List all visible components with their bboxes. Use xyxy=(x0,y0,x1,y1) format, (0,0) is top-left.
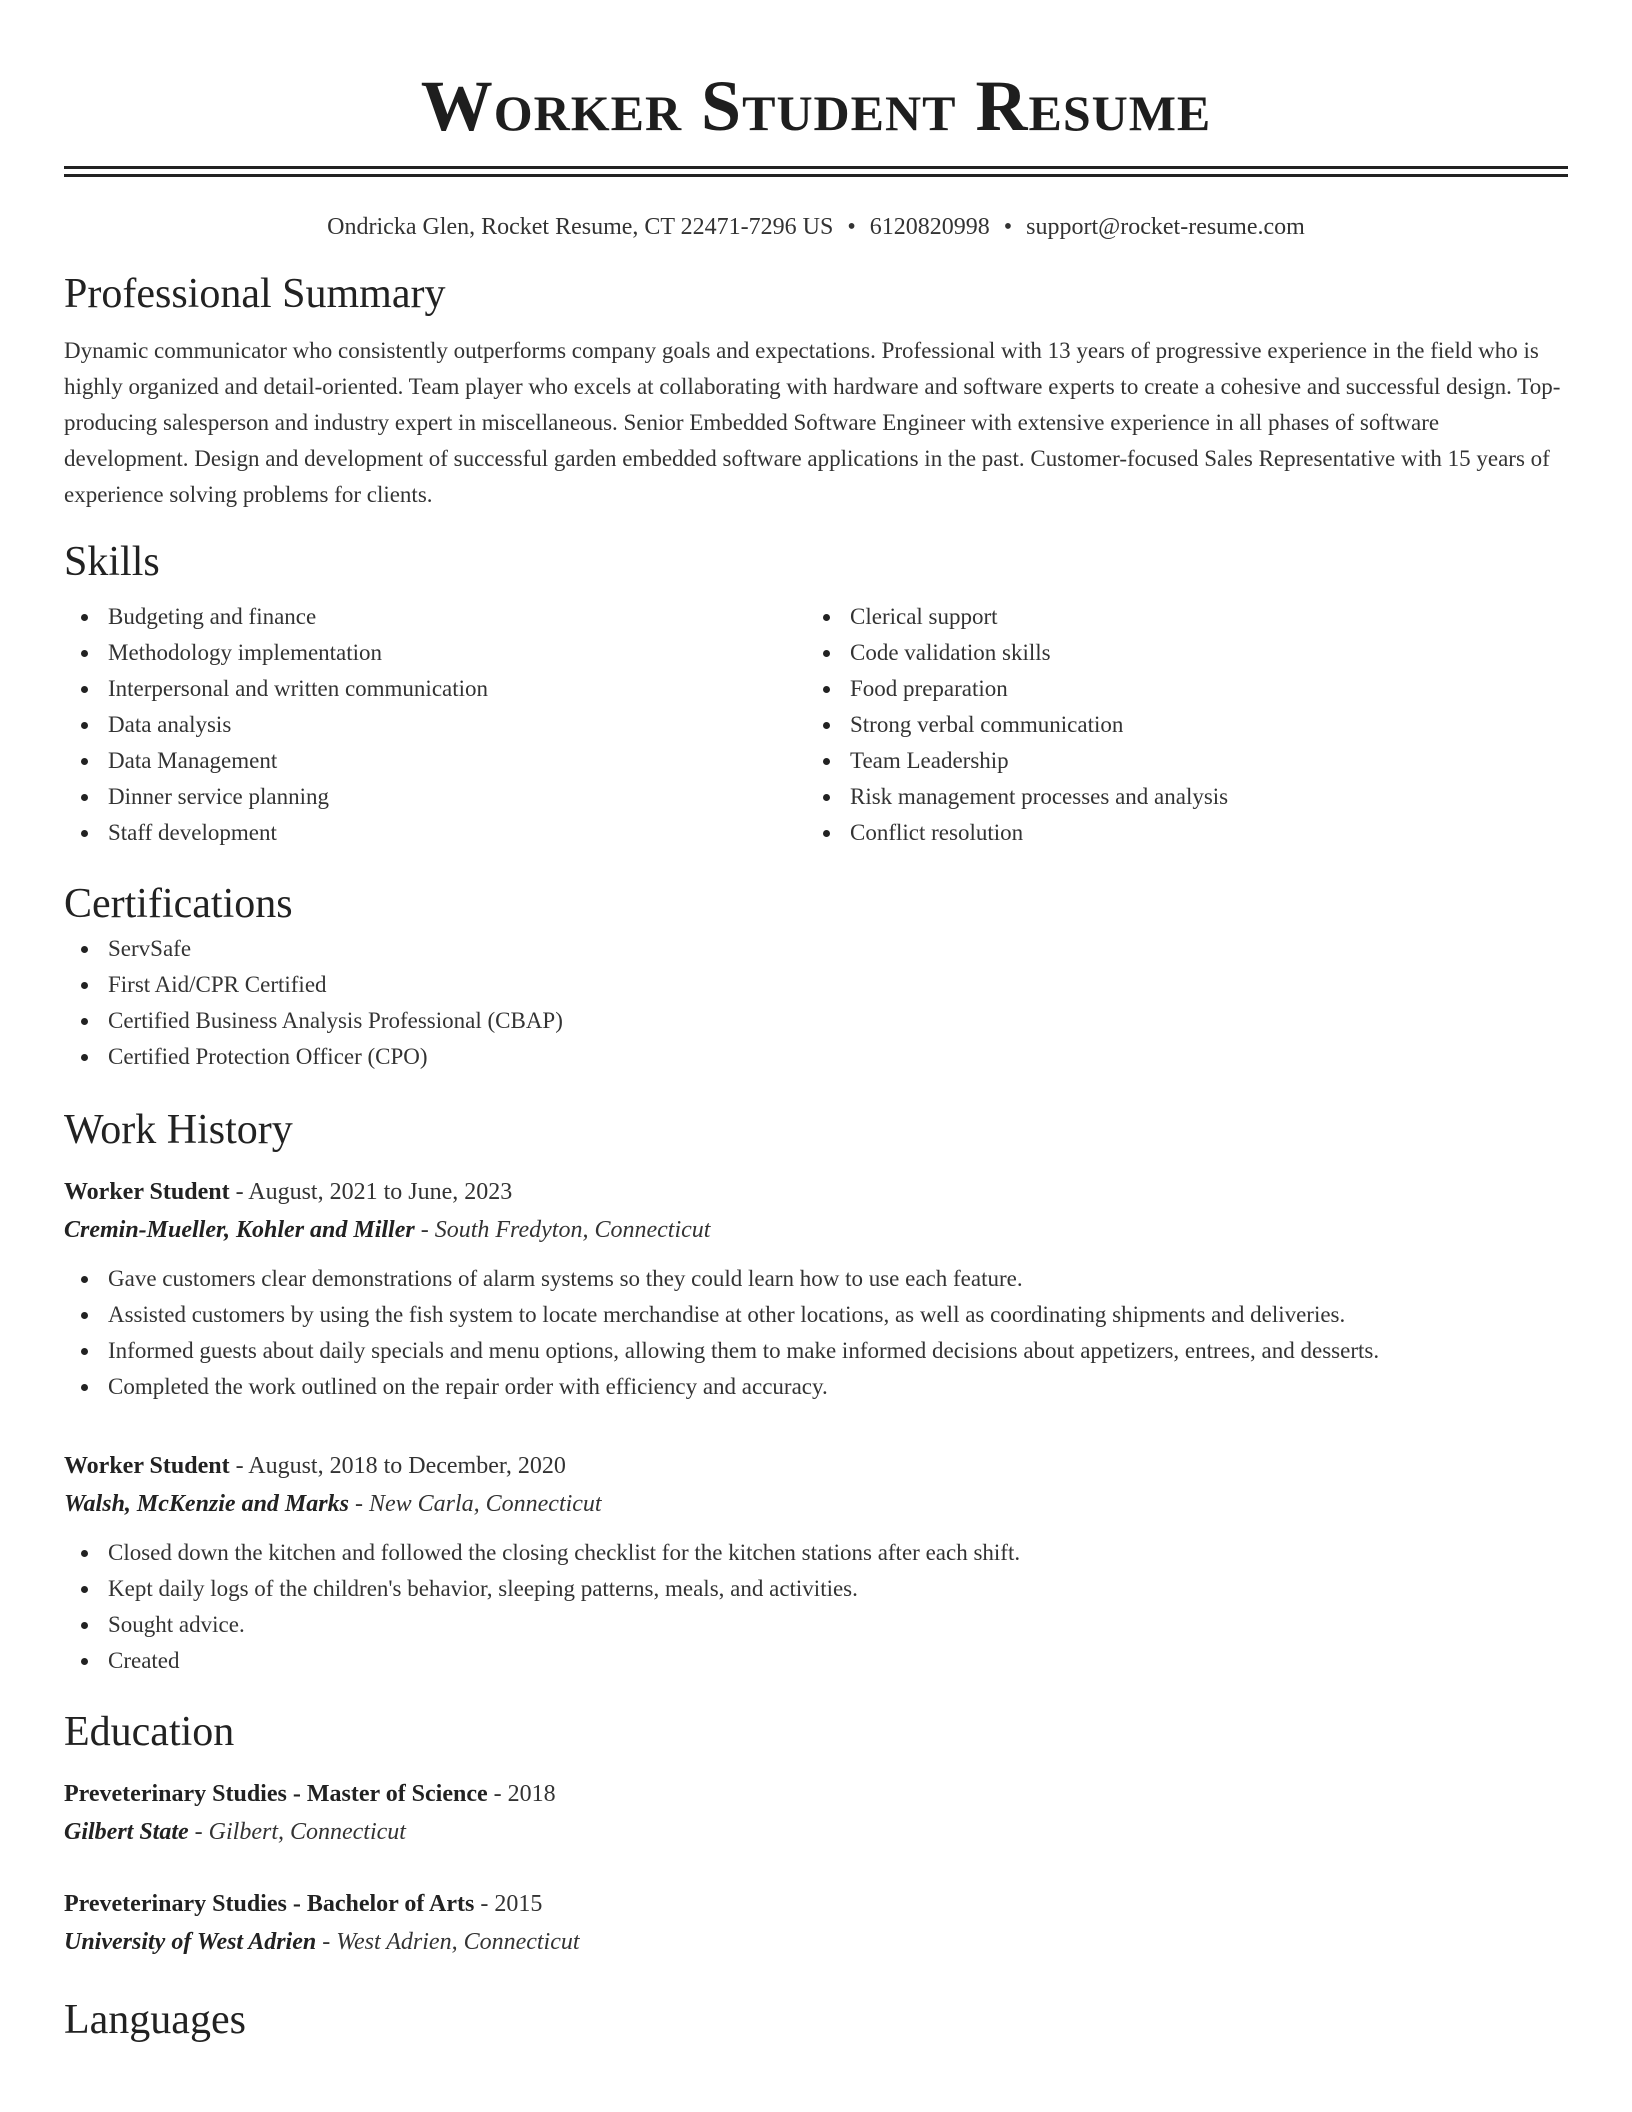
resume-title: Worker Student Resume xyxy=(420,66,1212,146)
certifications-heading: Certifications xyxy=(64,881,293,927)
job-role: Worker Student xyxy=(64,1453,230,1479)
skill-item: Conflict resolution xyxy=(806,815,1548,851)
job-dates: - August, 2021 to June, 2023 xyxy=(229,1179,513,1205)
title-double-rule xyxy=(64,166,1568,177)
job-entry xyxy=(64,1173,1568,1405)
job-bullet: Assisted customers by using the fish system to locate merchandise at other locations, as well as coordinating shipments and deliveries. xyxy=(64,1297,1568,1333)
job-title-line xyxy=(64,1447,1568,1485)
education-heading: Education xyxy=(64,1709,235,1755)
certification-item: Certified Business Analysis Professional (CBAP) xyxy=(64,1003,1568,1039)
job-location: - South Fredyton, Connecticut xyxy=(414,1217,711,1243)
education-year: - 2018 xyxy=(487,1781,556,1807)
skill-item: Food preparation xyxy=(806,671,1548,707)
job-entry xyxy=(64,1447,1568,1679)
job-dates: - August, 2018 to December, 2020 xyxy=(229,1453,566,1479)
job-location: - New Carla, Connecticut xyxy=(348,1491,602,1517)
skills-column-left xyxy=(64,599,806,851)
certifications-list xyxy=(64,931,1568,1075)
education-location: - Gilbert, Connecticut xyxy=(188,1819,406,1845)
education-location: - West Adrien, Connecticut xyxy=(316,1929,580,1955)
skills-list-left xyxy=(64,599,806,851)
contact-separator: • xyxy=(1003,214,1013,240)
job-company: Walsh, McKenzie and Marks xyxy=(64,1491,349,1517)
job-bullet: Gave customers clear demonstrations of alarm systems so they could learn how to use each feature. xyxy=(64,1261,1568,1297)
education-entry xyxy=(64,1885,1568,1961)
skill-item: Data analysis xyxy=(64,707,806,743)
skill-item: Methodology implementation xyxy=(64,635,806,671)
skill-item: Dinner service planning xyxy=(64,779,806,815)
skill-item: Strong verbal communication xyxy=(806,707,1548,743)
job-company-line xyxy=(64,1485,1568,1523)
summary-heading: Professional Summary xyxy=(64,271,446,317)
skill-item: Data Management xyxy=(64,743,806,779)
skill-item: Team Leadership xyxy=(806,743,1548,779)
contact-phone: 6120820998 xyxy=(869,214,990,240)
summary-text: Dynamic communicator who consistently outperforms company goals and expectations. Professional with 13 years of progressive experience in the field who is highly organized and detail-oriented. Team player who excels at collaborating with hardware and software experts to create a cohesive and successful design. Top-producing salesperson and industry expert in miscellaneous. Senior Embedded Software Engineer with extensive experience in all phases of software development. Design and development of successful garden embedded software applications in the past. Customer-focused Sales Representative with 15 years of experience solving problems for clients. xyxy=(64,338,1561,507)
contact-address: Ondricka Glen, Rocket Resume, CT 22471-7296 US xyxy=(327,214,834,240)
education-degree-line xyxy=(64,1885,1568,1923)
education-school-line xyxy=(64,1813,1568,1851)
certification-item: ServSafe xyxy=(64,931,1568,967)
certification-item: First Aid/CPR Certified xyxy=(64,967,1568,1003)
skill-item: Budgeting and finance xyxy=(64,599,806,635)
job-company: Cremin-Mueller, Kohler and Miller xyxy=(64,1217,415,1243)
job-role: Worker Student xyxy=(64,1179,230,1205)
education-degree: Preveterinary Studies - Master of Science xyxy=(64,1781,488,1807)
job-bullets xyxy=(64,1261,1568,1405)
skill-item: Staff development xyxy=(64,815,806,851)
job-bullet: Created xyxy=(64,1643,1568,1679)
education-school: University of West Adrien xyxy=(64,1929,317,1955)
certification-item: Certified Protection Officer (CPO) xyxy=(64,1039,1568,1075)
job-bullet: Informed guests about daily specials and menu options, allowing them to make informed decisions about appetizers, entrees, and desserts. xyxy=(64,1333,1568,1369)
skills-heading: Skills xyxy=(64,539,160,585)
skill-item: Interpersonal and written communication xyxy=(64,671,806,707)
job-bullet: Sought advice. xyxy=(64,1607,1568,1643)
skills-grid xyxy=(64,599,1568,851)
job-bullet: Closed down the kitchen and followed the closing checklist for the kitchen stations after each shift. xyxy=(64,1535,1568,1571)
skills-column-right xyxy=(806,599,1548,851)
education-degree: Preveterinary Studies - Bachelor of Arts xyxy=(64,1891,475,1917)
resume-page xyxy=(64,0,1568,2047)
job-bullet: Kept daily logs of the children's behavior, sleeping patterns, meals, and activities. xyxy=(64,1571,1568,1607)
education-school-line xyxy=(64,1923,1568,1961)
job-bullet: Completed the work outlined on the repair order with efficiency and accuracy. xyxy=(64,1369,1568,1405)
skill-item: Clerical support xyxy=(806,599,1548,635)
education-entry xyxy=(64,1775,1568,1851)
education-degree-line xyxy=(64,1775,1568,1813)
education-year: - 2015 xyxy=(474,1891,543,1917)
languages-heading: Languages xyxy=(64,1997,246,2043)
education-school: Gilbert State xyxy=(64,1819,189,1845)
contact-email: support@rocket-resume.com xyxy=(1026,214,1305,240)
job-bullets xyxy=(64,1535,1568,1679)
work-history-heading: Work History xyxy=(64,1107,293,1153)
skill-item: Risk management processes and analysis xyxy=(806,779,1548,815)
skills-list-right xyxy=(806,599,1548,851)
job-company-line xyxy=(64,1211,1568,1249)
contact-separator: • xyxy=(847,214,856,240)
skill-item: Code validation skills xyxy=(806,635,1548,671)
contact-line xyxy=(64,211,1568,243)
job-title-line xyxy=(64,1173,1568,1211)
